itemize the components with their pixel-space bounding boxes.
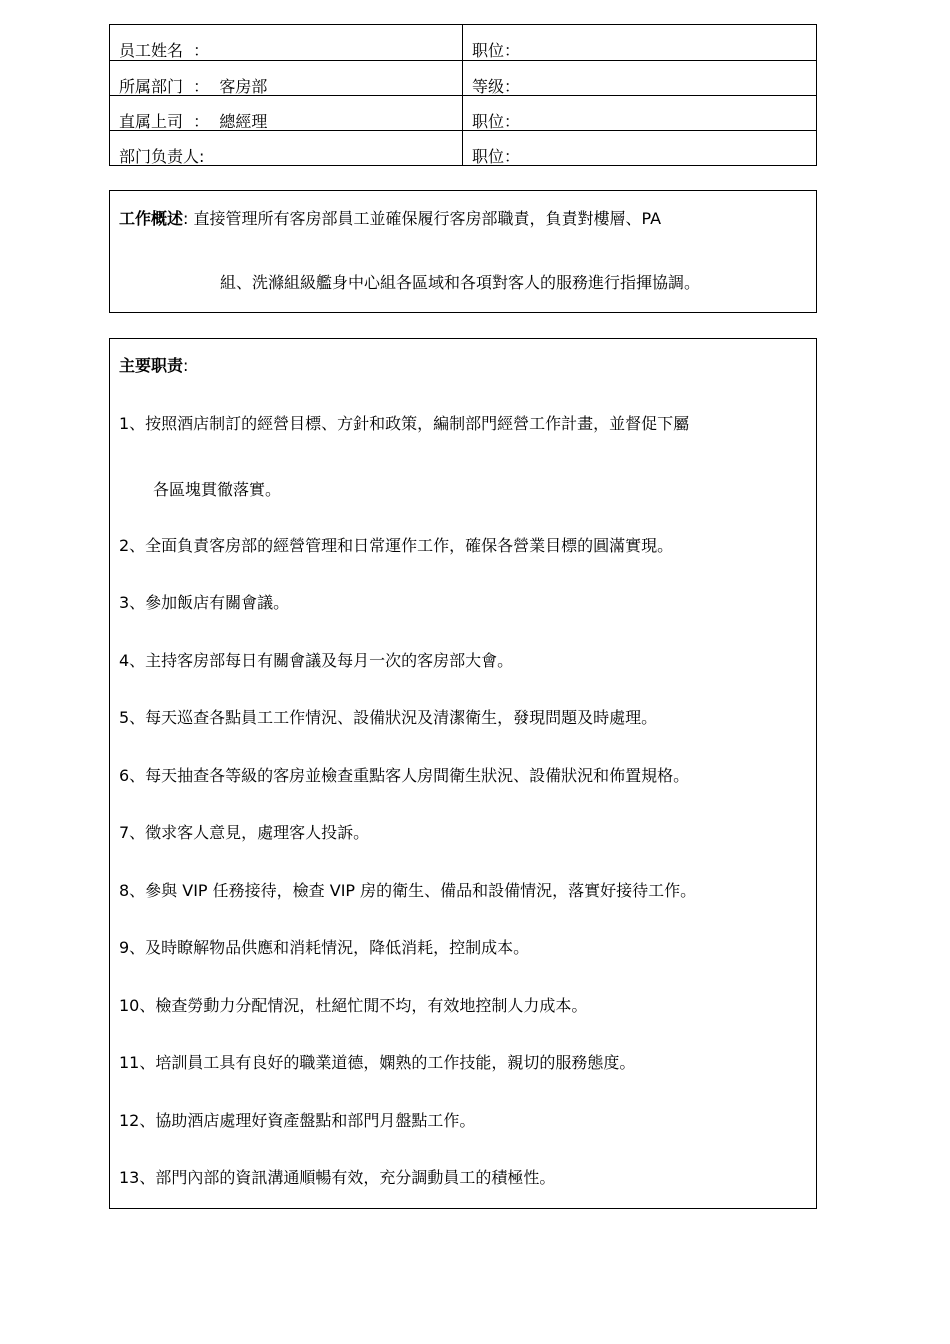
main-duties-box [109, 338, 817, 1209]
supervisor-label: 直属上司 ： 總經理 [119, 112, 268, 131]
duty-item-8: 8、參與 VIP 任務接待，檢查 VIP 房的衛生、備品和設備情況，落實好接待工作。 [119, 881, 697, 900]
duty-item-10: 10、檢查勞動力分配情況，杜絕忙閒不均，有效地控制人力成本。 [119, 996, 588, 1015]
duty-item-6: 6、每天抽查各等級的客房並檢查重點客人房間衛生狀況、設備狀況和佈置規格。 [119, 766, 690, 785]
overview-separator: : [183, 209, 189, 228]
dept-head-label: 部门负责人: [119, 147, 205, 166]
overview-text-2: 組、洗滌組級艦身中心組各區域和各項對客人的服務進行指揮協調。 [220, 273, 701, 292]
duty-item-11: 11、培訓員工具有良好的職業道德，嫻熟的工作技能，親切的服務態度。 [119, 1053, 636, 1072]
info-row-dept-head [110, 130, 816, 166]
duty-item-12: 12、協助酒店處理好資產盤點和部門月盤點工作。 [119, 1111, 476, 1130]
duties-label: 主要职责 [119, 356, 184, 375]
overview-text-1: 直接管理所有客房部員工並確保履行客房部職責，負責對樓層、PA [188, 209, 662, 228]
duties-separator: : [183, 356, 189, 375]
info-row-name [110, 25, 816, 60]
position-label: 职位： [472, 41, 521, 60]
info-row-supervisor [110, 95, 816, 131]
department-label: 所属部门 ： 客房部 [119, 77, 268, 96]
duty-item-5: 5、每天巡查各點員工工作情況、設備狀況及清潔衛生，發現問題及時處理。 [119, 708, 658, 727]
duties-heading [119, 356, 188, 376]
duty-item-3: 3、參加飯店有關會議。 [119, 593, 290, 612]
duty-item-7: 7、徵求客人意見，處理客人投訴。 [119, 823, 370, 842]
duty-item-2: 2、全面負責客房部的經營管理和日常運作工作，確保各營業目標的圓滿實現。 [119, 536, 674, 555]
duty-item-9: 9、及時瞭解物品供應和消耗情況，降低消耗，控制成本。 [119, 938, 530, 957]
dept-head-position-label: 职位： [472, 147, 521, 166]
duty-item-1: 1、按照酒店制訂的經營目標、方針和政策，編制部門經營工作計畫，並督促下屬 [119, 414, 690, 433]
overview-line-1 [119, 209, 661, 229]
employee-name-label: 员工姓名 ： [119, 41, 210, 60]
duty-item-4: 4、主持客房部每日有關會議及每月一次的客房部大會。 [119, 651, 514, 670]
duty-item-13: 13、部門內部的資訊溝通順暢有效，充分調動員工的積極性。 [119, 1168, 556, 1187]
supervisor-position-label: 职位： [472, 112, 521, 131]
duty-item-1-cont: 各區塊貫徹落實。 [153, 480, 282, 499]
employee-info-table [109, 24, 817, 166]
info-row-department [110, 60, 816, 96]
overview-label: 工作概述 [119, 209, 184, 228]
job-overview-box [109, 190, 817, 313]
grade-label: 等级： [472, 77, 521, 96]
